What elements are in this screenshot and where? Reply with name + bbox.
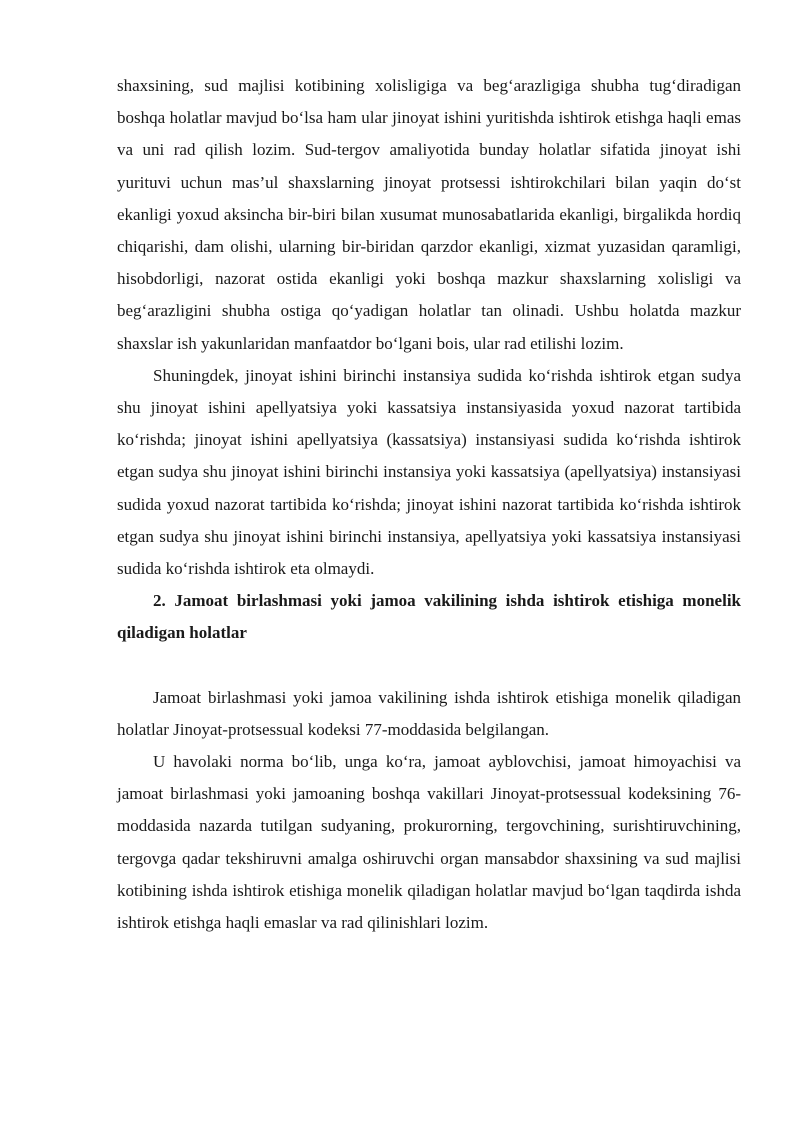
paragraph-reference-norm: U havolaki norma bo‘lib, unga ko‘ra, jamoat ayblovchisi, jamoat himoyachisi va jamoat birlashmasi yoki jamoaning boshqa vakillari Jinoyat-protsessual kodeksining 76-moddasida nazarda tutilgan sudyaning, prokurorning, tergovchining, surishtiruvchining, tergovga qadar tekshiruvni amalga oshiruvchi organ mansabdor shaxsining va sud majlisi kotibining ishda ishtirok etishiga monelik qiladigan holatlar mavjud bo‘lgan taqdirda ishda ishtirok etishga haqli emaslar va rad qilinishlari lozim. bbox=[117, 752, 741, 933]
heading-spacer bbox=[117, 650, 741, 682]
section-heading: 2. Jamoat birlashmasi yoki jamoa vakilining ishda ishtirok etishiga monelik qiladigan holatlar bbox=[117, 591, 741, 643]
paragraph-continuation: shaxsining, sud majlisi kotibining xolisligiga va beg‘arazligiga shubha tug‘diradigan boshqa holatlar mavjud bo‘lsa ham ular jinoyat ishini yuritishda ishtirok etishga haqli emas va uni rad qilish lozim. Sud-tergov amaliyotida bunday holatlar sifatida jinoyat ishi yurituvi uchun mas’ul shaxslarning jinoyat protsessi ishtirokchilari bilan yaqin do‘st ekanligi yoxud aksincha bir-biri bilan xusumat munosabatlarida ekanligi, birgalikda hordiq chiqarishi, dam olishi, ularning bir-biridan qarzdor ekanligi, xizmat yuzasidan qaramligi, hisobdorligi, nazorat ostida ekanligi yoki boshqa mazkur shaxslarning xolisligi va beg‘arazligini shubha ostiga qo‘yadigan holatlar tan olinadi. Ushbu holatda mazkur shaxslar ish yakunlaridan manfaatdor bo‘lgani bois, ular rad etilishi lozim. bbox=[117, 76, 741, 353]
document-page bbox=[117, 70, 741, 939]
paragraph-article-77: Jamoat birlashmasi yoki jamoa vakilining ishda ishtirok etishiga monelik qiladigan holatlar Jinoyat-protsessual kodeksi 77-moddasida belgilangan. bbox=[117, 687, 741, 739]
paragraph-judge-restrictions: Shuningdek, jinoyat ishini birinchi instansiya sudida ko‘rishda ishtirok etgan sudya shu jinoyat ishini apellyatsiya yoki kassatsiya instansiyasida yoxud nazorat tartibida ko‘rishda; jinoyat ishini apellyatsiya (kassatsiya) instansiyasi sudida ko‘rishda ishtirok etgan sudya shu jinoyat ishini birinchi instansiya yoki kassatsiya (apellyatsiya) instansiyasi sudida yoxud nazorat tartibida ko‘rishda; jinoyat ishini nazorat tartibida ko‘rishda ishtirok etgan sudya shu jinoyat ishini birinchi instansiya, apellyatsiya yoki kassatsiya instansiyasi sudida ko‘rishda ishtirok eta olmaydi. bbox=[117, 365, 741, 579]
